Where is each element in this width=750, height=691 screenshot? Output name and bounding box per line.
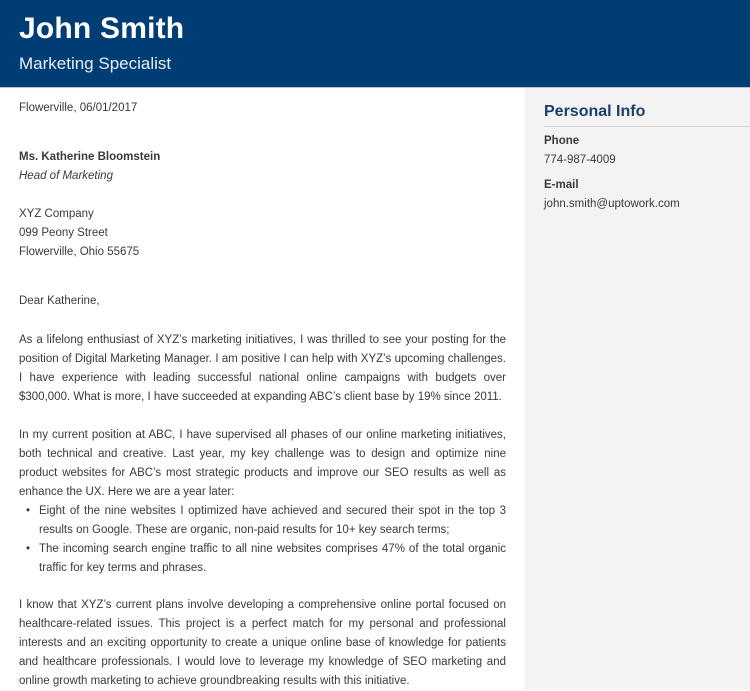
recipient-street: 099 Peony Street (19, 227, 108, 239)
bullet-text: Eight of the nine websites I optimized have achieved and secured their spot in the top 3 results on Google. These are organic, non-paid results for 10+ key search terms; (39, 505, 506, 536)
phone-value: 774-987-4009 (544, 154, 616, 166)
applicant-title: Marketing Specialist (19, 54, 172, 73)
list-item (19, 540, 506, 578)
bullet-text: The incoming search engine traffic to all nine websites comprises 47% of the total organic traffic for key terms and phrases. (39, 543, 506, 574)
bullet-icon: • (26, 543, 31, 555)
email-value: john.smith@uptowork.com (544, 198, 680, 210)
place-date: Flowerville, 06/01/2017 (19, 102, 138, 114)
paragraph-intro: As a lifelong enthusiast of XYZ’s marketing initiatives, I was thrilled to see your posting for the position of Digital Marketing Manager. I am positive I can help with XYZ’s upcoming challenges. I have experience with leading successful national online campaigns with budgets over $300,000. What is more, I have succeeded at expanding ABC’s client base by 19% since 2011. (19, 334, 506, 403)
phone-label: Phone (544, 135, 580, 147)
resume-header (0, 0, 750, 88)
greeting: Dear Katherine, (19, 295, 100, 307)
achievements-list (19, 502, 506, 578)
list-item (19, 502, 506, 540)
recipient-city: Flowerville, Ohio 55675 (19, 246, 140, 258)
bullet-icon: • (26, 505, 31, 517)
email-label: E-mail (544, 179, 579, 191)
personal-info-sidebar (525, 88, 750, 690)
personal-info-heading: Personal Info (544, 103, 750, 127)
recipient-position: Head of Marketing (19, 170, 113, 182)
recipient-company: XYZ Company (19, 208, 94, 220)
paragraph-current-position: In my current position at ABC, I have supervised all phases of our online marketing initiatives, both technical and creative. Last year, my key challenge was to design and optimize nine product websites for ABC’s most strategic products and improve our SEO results as well as enhance the UX. Here we are a year later: (19, 429, 506, 498)
applicant-name: John Smith (19, 12, 185, 45)
recipient-name: Ms. Katherine Bloomstein (19, 151, 161, 163)
letter-body (0, 88, 525, 690)
paragraph-motivation: I know that XYZ’s current plans involve developing a comprehensive online portal focused on healthcare-related issues. This project is a perfect match for my personal and professional interests and an exciting opportunity to create a unique online base of knowledge for patients and healthcare professionals. I would love to leverage my knowledge of SEO marketing and online growth marketing to achieve groundbreaking results with this initiative. (19, 599, 506, 687)
